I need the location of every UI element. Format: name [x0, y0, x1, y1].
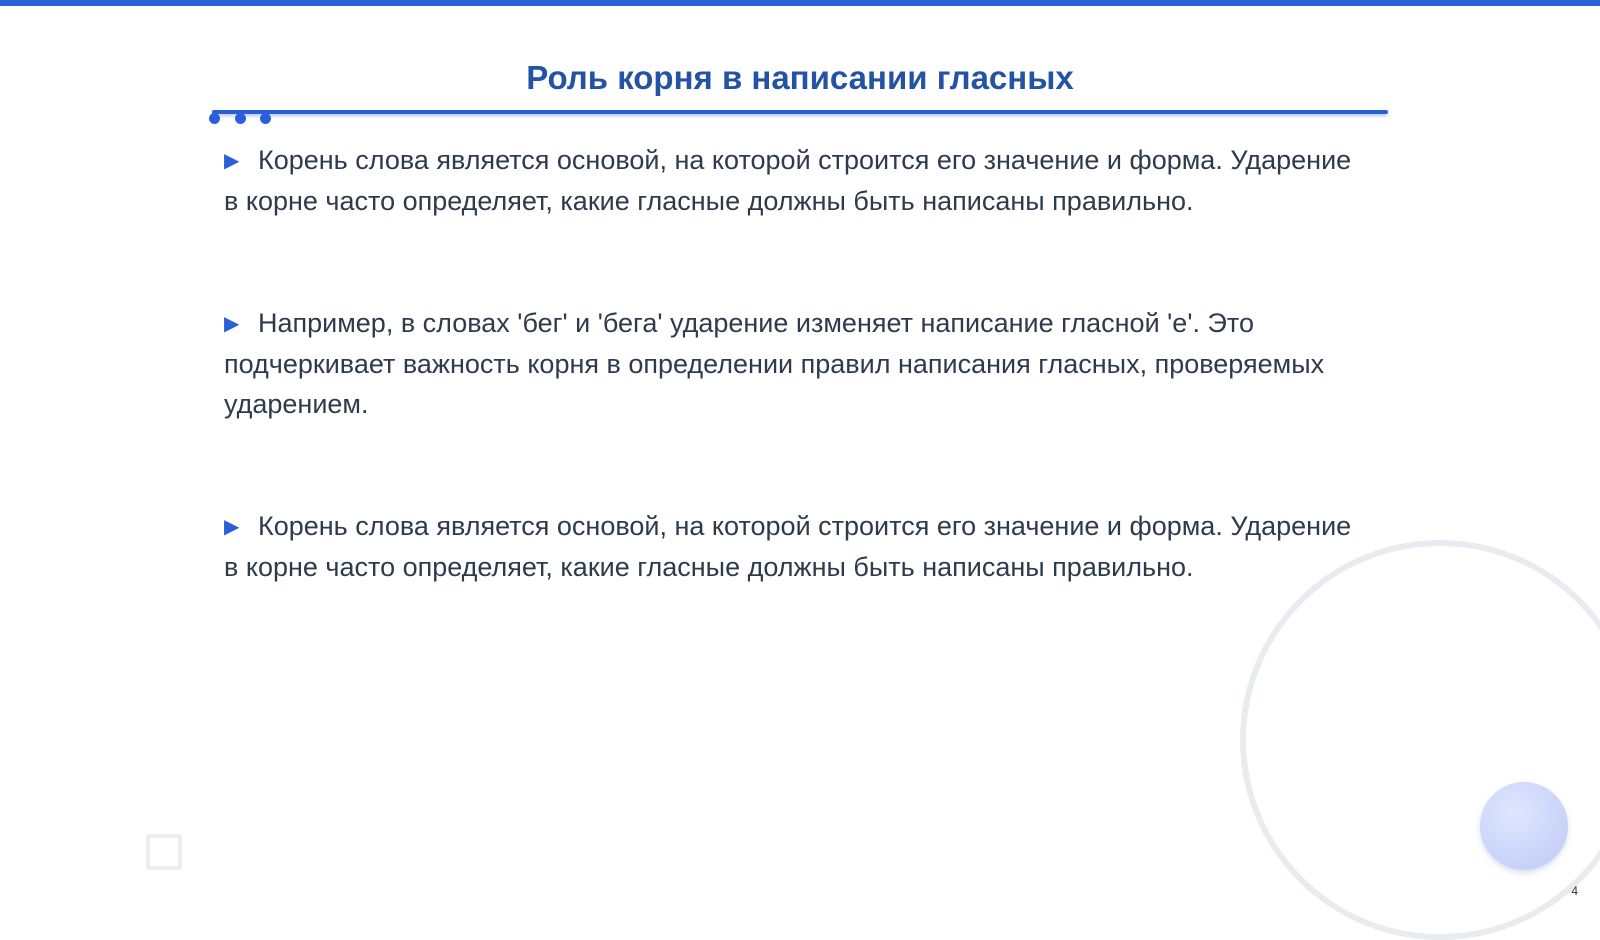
decorative-dot-2 — [235, 113, 246, 124]
bullet-item-2 — [224, 303, 1364, 424]
triangle-bullet-icon: ▶ — [224, 313, 240, 335]
slide-content — [224, 140, 1364, 669]
title-underline — [212, 110, 1388, 114]
page-number: 4 — [1571, 884, 1578, 898]
bullet-item-3 — [224, 506, 1364, 587]
triangle-bullet-icon: ▶ — [224, 516, 240, 538]
bullet-item-1 — [224, 140, 1364, 221]
decorative-dot-1 — [209, 113, 220, 124]
bullet-text-1: Корень слова является основой, на которой строится его значение и форма. Ударение в корне часто определяет, какие гласные должны быть написаны правильно. — [224, 145, 1352, 216]
decorative-dot-3 — [260, 113, 271, 124]
decorative-square — [146, 834, 182, 870]
top-accent-bar — [0, 0, 1600, 6]
triangle-bullet-icon: ▶ — [224, 150, 240, 172]
slide-title: Роль корня в написании гласных — [526, 59, 1074, 96]
bullet-text-3: Корень слова является основой, на которой строится его значение и форма. Ударение в корне часто определяет, какие гласные должны быть написаны правильно. — [224, 511, 1352, 582]
bullet-text-2: Например, в словах 'бег' и 'бега' ударение изменяет написание гласной 'е'. Это подчеркивает важность корня в определении правил написания гласных, проверяемых ударением. — [224, 308, 1325, 419]
decorative-circle — [1480, 782, 1568, 870]
